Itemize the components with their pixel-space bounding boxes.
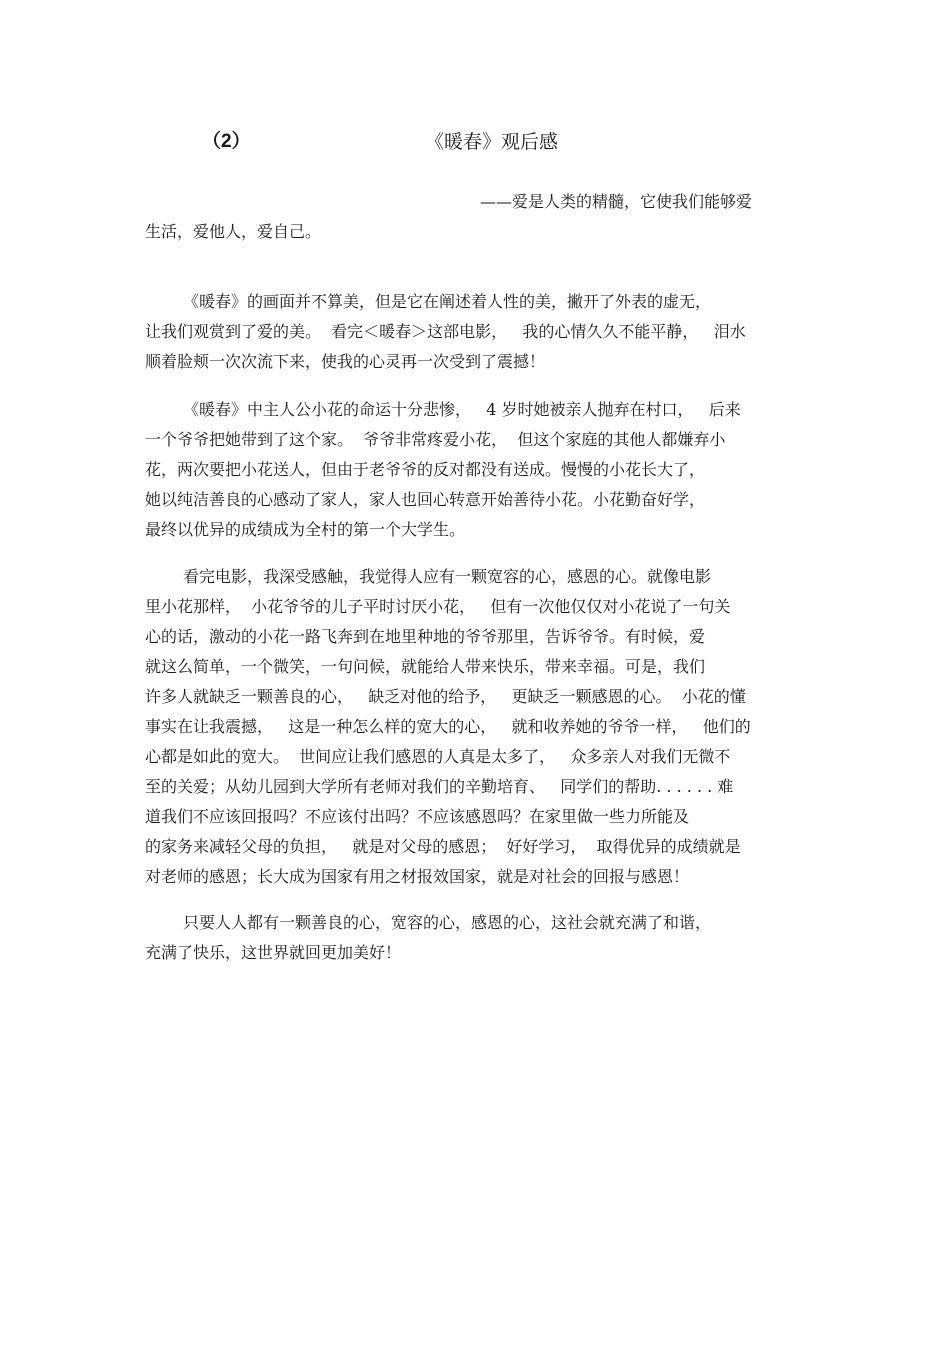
- paragraph-line: 许多人就缺乏一颗善良的心， 缺乏对他的给予， 更缺乏一颗感恩的心。 小花的懂: [145, 687, 746, 706]
- paragraph-line: 她以纯洁善良的心感动了家人，家人也回心转意开始善待小花。小花勤奋好学，: [145, 490, 706, 509]
- paragraph-line: 的家务来减轻父母的负担， 就是对父母的感恩； 好好学习， 取得优异的成绩就是: [145, 837, 741, 856]
- essay-number: （2）: [202, 131, 251, 152]
- paragraph-line: 《暖春》的画面并不算美，但是它在阐述着人性的美，撇开了外表的虚无，: [183, 292, 712, 311]
- paragraph-line: 对老师的感恩；长大成为国家有用之材报效国家，就是对社会的回报与感恩！: [145, 867, 690, 886]
- essay-title: 《暖春》观后感: [425, 131, 559, 153]
- paragraph-line: 花，两次要把小花送人，但由于老爷爷的反对都没有送成。慢慢的小花长大了，: [145, 460, 706, 479]
- paragraph-line: 只要人人都有一颗善良的心，宽容的心，感恩的心，这社会就充满了和谐，: [183, 913, 712, 932]
- paragraph-line: 道我们不应该回报吗？不应该付出吗？不应该感恩吗？在家里做一些力所能及: [145, 807, 690, 826]
- paragraph-line: 看完电影，我深受感触，我觉得人应有一颗宽容的心，感恩的心。就像电影: [183, 567, 712, 586]
- epigraph-line: ——爱是人类的精髓，它使我们能够爱: [480, 192, 753, 211]
- epigraph-line: 生活，爱他人，爱自己。: [145, 222, 322, 241]
- paragraph-line: 事实在让我震撼， 这是一种怎么样的宽大的心， 就和收养她的爷爷一样， 他们的: [145, 717, 751, 736]
- paragraph-line: 一个爷爷把她带到了这个家。 爷爷非常疼爱小花， 但这个家庭的其他人都嫌弃小: [145, 430, 726, 449]
- paragraph-line: 顺着脸颊一次次流下来，使我的心灵再一次受到了震撼！: [145, 352, 546, 371]
- paragraph-line: 里小花那样， 小花爷爷的儿子平时讨厌小花， 但有一次他仅仅对小花说了一句关: [145, 597, 731, 616]
- paragraph-line: 《暖春》中主人公小花的命运十分悲惨， 4 岁时她被亲人抛弃在村口， 后来: [183, 400, 741, 419]
- paragraph-line: 让我们观赏到了爱的美。 看完＜暖春＞这部电影， 我的心情久久不能平静， 泪水: [145, 322, 746, 341]
- paragraph-line: 就这么简单，一个微笑，一句问候，就能给人带来快乐，带来幸福。可是，我们: [145, 657, 706, 676]
- paragraph-line: 最终以优异的成绩成为全村的第一个大学生。: [145, 520, 466, 539]
- paragraph-line: 至的关爱；从幼儿园到大学所有老师对我们的辛勤培育、 同学们的帮助. . . . . . 难: [145, 777, 734, 796]
- paragraph-line: 心的话，激动的小花一路飞奔到在地里种地的爷爷那里，告诉爷爷。有时候，爱: [145, 627, 706, 646]
- paragraph-line: 充满了快乐，这世界就回更加美好！: [145, 943, 402, 962]
- paragraph-line: 心都是如此的宽大。 世间应让我们感恩的人真是太多了， 众多亲人对我们无微不: [145, 747, 731, 766]
